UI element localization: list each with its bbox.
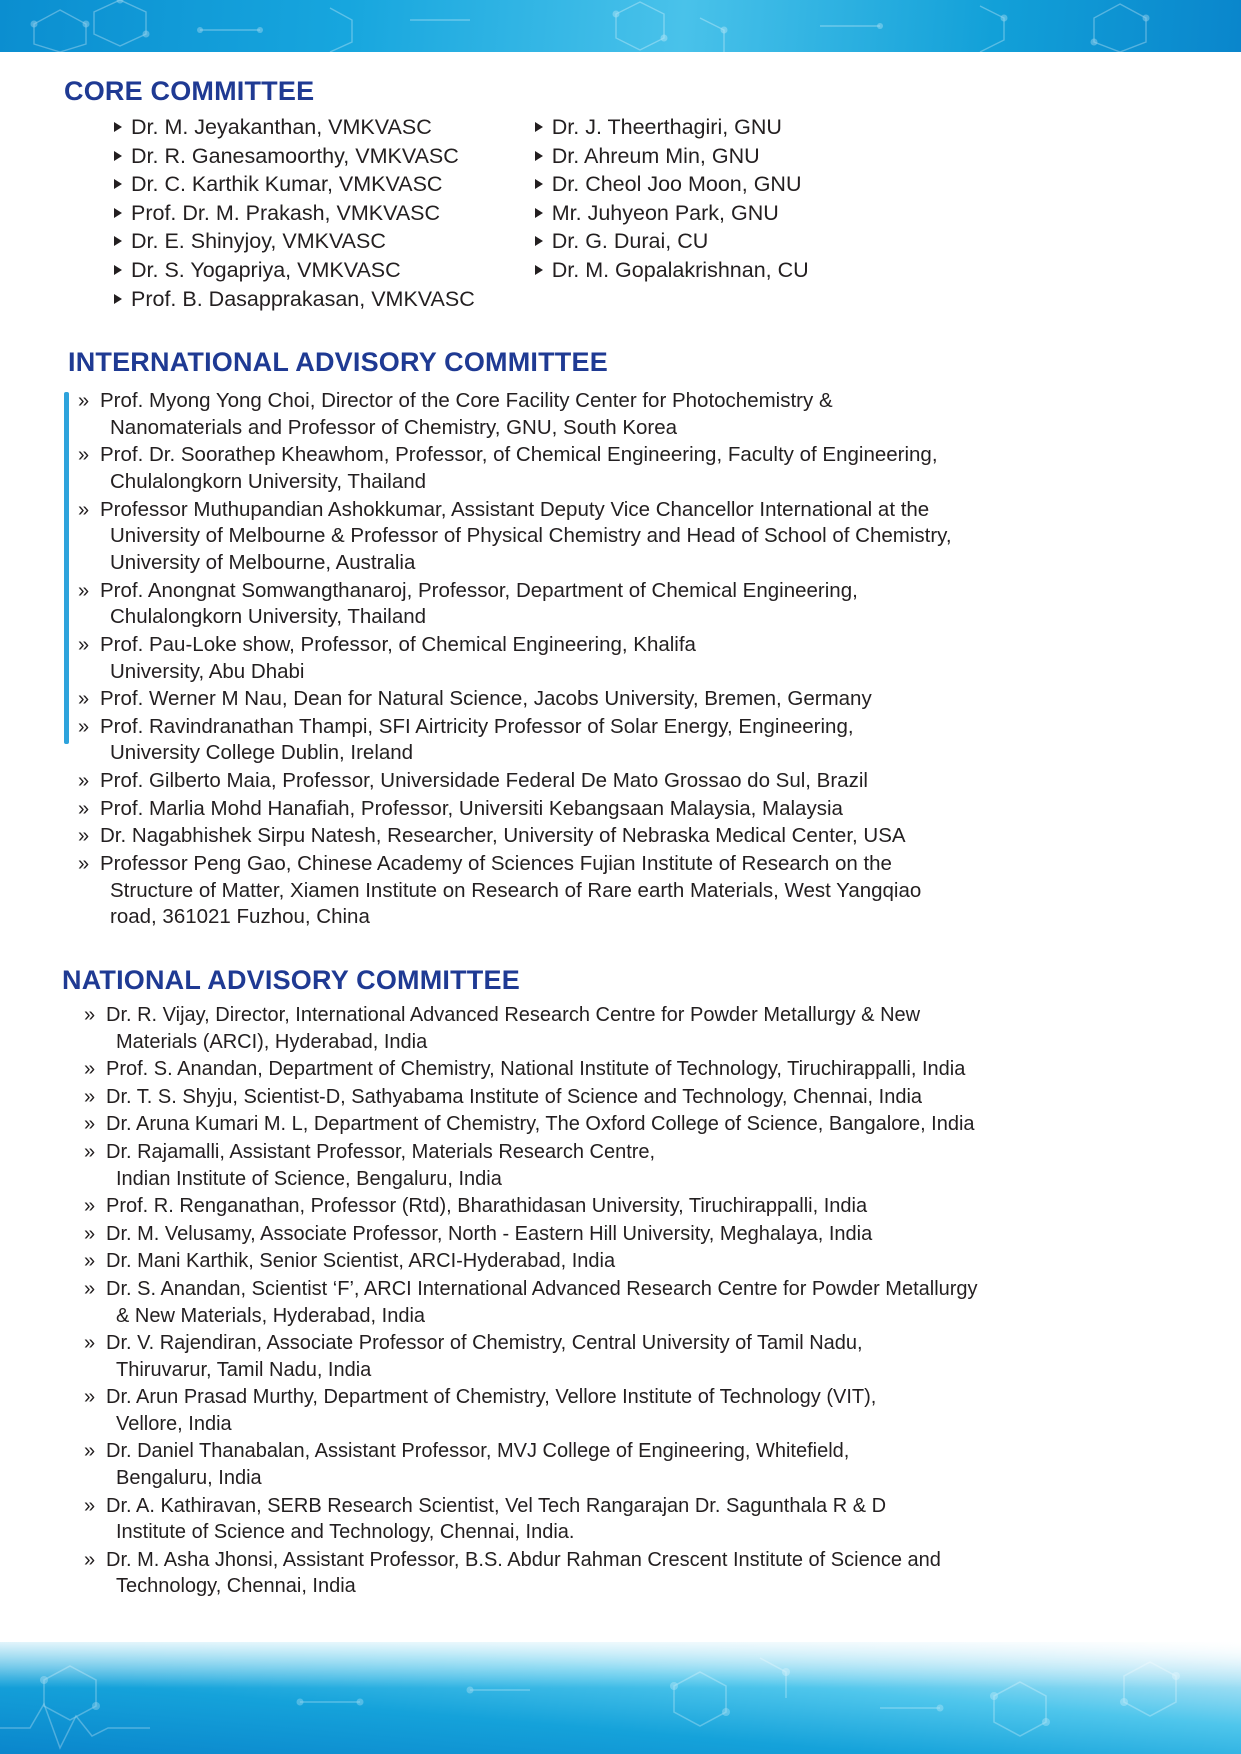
core-member-name: Dr. C. Karthik Kumar, VMKVASC bbox=[131, 172, 443, 197]
international-committee-list-wrap bbox=[62, 388, 1179, 931]
core-committee-title: CORE COMMITTEE bbox=[64, 76, 315, 106]
member-line: Vellore, India bbox=[116, 1412, 232, 1435]
list-item bbox=[535, 227, 809, 256]
top-decorative-band bbox=[0, 0, 1241, 52]
chevron-bullet-icon: » bbox=[84, 1195, 96, 1218]
member-line: University of Melbourne, Australia bbox=[110, 551, 416, 574]
member-line: Institute of Science and Technology, Chennai, India. bbox=[116, 1521, 575, 1544]
triangle-bullet-icon bbox=[535, 151, 543, 161]
list-item bbox=[84, 1221, 1179, 1248]
page-content bbox=[0, 52, 1241, 1642]
core-committee-columns bbox=[62, 113, 1179, 313]
list-item bbox=[84, 1493, 1179, 1546]
triangle-bullet-icon bbox=[535, 122, 543, 132]
member-line: Dr. R. Vijay, Director, International Advanced Research Centre for Powder Metallurgy & New bbox=[106, 1003, 921, 1026]
triangle-bullet-icon bbox=[114, 151, 122, 161]
accent-bar bbox=[64, 392, 69, 744]
chevron-bullet-icon: » bbox=[78, 498, 90, 521]
chevron-bullet-icon: » bbox=[78, 853, 90, 876]
list-item bbox=[114, 142, 475, 171]
chevron-bullet-icon: » bbox=[78, 579, 90, 602]
core-member-name: Dr. J. Theerthagiri, GNU bbox=[551, 115, 782, 139]
chevron-bullet-icon: » bbox=[78, 633, 90, 656]
member-line: Dr. Rajamalli, Assistant Professor, Materials Research Centre, bbox=[106, 1140, 656, 1163]
member-line: Dr. M. Velusamy, Associate Professor, North - Eastern Hill University, Meghalaya, India bbox=[106, 1222, 873, 1245]
list-item bbox=[78, 388, 1179, 441]
list-item bbox=[78, 768, 1179, 795]
member-line: Dr. Arun Prasad Murthy, Department of Chemistry, Vellore Institute of Technology (VIT), bbox=[106, 1386, 877, 1409]
member-line: Structure of Matter, Xiamen Institute on Research of Rare earth Materials, West Yangqiao bbox=[110, 878, 922, 902]
chevron-bullet-icon: » bbox=[84, 1222, 96, 1245]
chevron-bullet-icon: » bbox=[84, 1332, 96, 1355]
member-line: Prof. Marlia Mohd Hanafiah, Professor, Universiti Kebangsaan Malaysia, Malaysia bbox=[100, 796, 843, 820]
list-item bbox=[78, 796, 1179, 823]
list-item bbox=[84, 1276, 1179, 1329]
triangle-bullet-icon bbox=[535, 208, 543, 218]
triangle-bullet-icon bbox=[114, 208, 122, 218]
member-line: & New Materials, Hyderabad, India bbox=[116, 1304, 426, 1327]
core-member-name: Dr. S. Yogapriya, VMKVASC bbox=[131, 257, 401, 282]
triangle-bullet-icon bbox=[535, 236, 543, 246]
chevron-bullet-icon: » bbox=[84, 1250, 96, 1273]
member-line: Dr. T. S. Shyju, Scientist-D, Sathyabama Institute of Science and Technology, Chennai, India bbox=[106, 1085, 923, 1108]
member-line: University, Abu Dhabi bbox=[110, 659, 305, 683]
chevron-bullet-icon: » bbox=[84, 1440, 96, 1463]
list-item bbox=[114, 227, 475, 256]
list-item bbox=[84, 1384, 1179, 1437]
list-item bbox=[78, 851, 1179, 931]
list-item bbox=[535, 113, 809, 142]
member-line: Indian Institute of Science, Bengaluru, India bbox=[116, 1167, 502, 1190]
triangle-bullet-icon bbox=[535, 179, 543, 189]
chevron-bullet-icon: » bbox=[78, 390, 90, 413]
member-line: University College Dublin, Ireland bbox=[110, 741, 414, 765]
list-item bbox=[78, 497, 1179, 577]
member-line: Prof. Gilberto Maia, Professor, Universidade Federal De Mato Grossao do Sul, Brazil bbox=[100, 769, 868, 793]
triangle-bullet-icon bbox=[114, 179, 122, 189]
member-line: Prof. R. Renganathan, Professor (Rtd), Bharathidasan University, Tiruchirappalli, India bbox=[106, 1195, 868, 1218]
core-member-name: Dr. M. Gopalakrishnan, CU bbox=[551, 257, 809, 282]
member-line: Dr. Aruna Kumari M. L, Department of Chemistry, The Oxford College of Science, Bangalore, India bbox=[106, 1113, 975, 1136]
core-member-name: Dr. R. Ganesamoorthy, VMKVASC bbox=[131, 143, 459, 168]
triangle-bullet-icon bbox=[114, 265, 122, 275]
core-member-name: Dr. Cheol Joo Moon, GNU bbox=[551, 172, 802, 197]
list-item bbox=[114, 199, 475, 228]
member-line: Technology, Chennai, India bbox=[116, 1575, 356, 1598]
chevron-bullet-icon: » bbox=[84, 1386, 96, 1409]
member-line: Dr. Mani Karthik, Senior Scientist, ARCI-Hyderabad, India bbox=[106, 1250, 616, 1273]
list-item bbox=[535, 256, 809, 285]
member-line: Materials (ARCI), Hyderabad, India bbox=[116, 1030, 428, 1053]
triangle-bullet-icon bbox=[114, 236, 122, 246]
chevron-bullet-icon: » bbox=[78, 770, 90, 793]
list-item bbox=[114, 285, 475, 314]
list-item bbox=[535, 142, 809, 171]
list-item bbox=[84, 1248, 1179, 1275]
core-committee-column-left bbox=[114, 113, 475, 313]
core-member-name: Prof. B. Dasapprakasan, VMKVASC bbox=[131, 286, 475, 311]
member-line: Bengaluru, India bbox=[116, 1467, 262, 1490]
core-member-name: Dr. G. Durai, CU bbox=[551, 229, 709, 254]
chevron-bullet-icon: » bbox=[84, 1140, 96, 1163]
chevron-bullet-icon: » bbox=[84, 1548, 96, 1571]
member-line: Dr. M. Asha Jhonsi, Assistant Professor, B.S. Abdur Rahman Crescent Institute of Science and bbox=[106, 1548, 941, 1571]
chevron-bullet-icon: » bbox=[84, 1494, 96, 1517]
chevron-bullet-icon: » bbox=[84, 1113, 96, 1136]
chevron-bullet-icon: » bbox=[78, 797, 90, 820]
chevron-bullet-icon: » bbox=[84, 1058, 96, 1081]
chevron-bullet-icon: » bbox=[84, 1085, 96, 1108]
chevron-bullet-icon: » bbox=[78, 825, 90, 848]
national-committee-list bbox=[84, 1002, 1179, 1600]
member-line: Dr. S. Anandan, Scientist ‘F’, ARCI International Advanced Research Centre for Powder Metallurgy bbox=[106, 1277, 978, 1300]
member-line: Prof. Anongnat Somwangthanaroj, Professor, Department of Chemical Engineering, bbox=[100, 578, 858, 602]
member-line: Prof. Ravindranathan Thampi, SFI Airtricity Professor of Solar Energy, Engineering, bbox=[100, 714, 854, 738]
list-item bbox=[114, 170, 475, 199]
member-line: Chulalongkorn University, Thailand bbox=[110, 470, 427, 494]
member-line: Prof. Werner M Nau, Dean for Natural Science, Jacobs University, Bremen, Germany bbox=[100, 687, 872, 711]
member-line: Prof. S. Anandan, Department of Chemistry, National Institute of Technology, Tiruchirappalli, India bbox=[106, 1058, 966, 1081]
list-item bbox=[535, 199, 809, 228]
list-item bbox=[84, 1438, 1179, 1491]
member-line: Dr. A. Kathiravan, SERB Research Scientist, Vel Tech Rangarajan Dr. Sagunthala R & D bbox=[106, 1494, 887, 1517]
core-committee-column-right bbox=[535, 113, 809, 313]
member-line: Chulalongkorn University, Thailand bbox=[110, 605, 427, 629]
member-line: Nanomaterials and Professor of Chemistry, GNU, South Korea bbox=[110, 415, 678, 439]
chevron-bullet-icon: » bbox=[84, 1277, 96, 1300]
national-committee-title: NATIONAL ADVISORY COMMITTEE bbox=[62, 964, 520, 995]
list-item bbox=[84, 1547, 1179, 1600]
member-line: Dr. Daniel Thanabalan, Assistant Professor, MVJ College of Engineering, Whitefield, bbox=[106, 1440, 850, 1463]
member-line: Dr. Nagabhishek Sirpu Natesh, Researcher, University of Nebraska Medical Center, USA bbox=[100, 824, 906, 848]
list-item bbox=[84, 1139, 1179, 1192]
triangle-bullet-icon bbox=[114, 122, 122, 132]
list-item bbox=[84, 1084, 1179, 1111]
chevron-bullet-icon: » bbox=[78, 444, 90, 467]
list-item bbox=[84, 1330, 1179, 1383]
list-item bbox=[78, 714, 1179, 767]
list-item bbox=[535, 170, 809, 199]
member-line: Professor Muthupandian Ashokkumar, Assistant Deputy Vice Chancellor International at the bbox=[100, 497, 930, 521]
member-line: road, 361021 Fuzhou, China bbox=[110, 905, 370, 929]
triangle-bullet-icon bbox=[535, 265, 543, 275]
list-item bbox=[114, 256, 475, 285]
molecule-pattern-icon bbox=[0, 0, 1241, 52]
list-item bbox=[84, 1056, 1179, 1083]
international-committee-list bbox=[78, 388, 1179, 931]
member-line: Prof. Dr. Soorathep Kheawhom, Professor, of Chemical Engineering, Faculty of Engineering, bbox=[100, 443, 938, 467]
list-item bbox=[78, 578, 1179, 631]
member-line: Professor Peng Gao, Chinese Academy of Sciences Fujian Institute of Research on the bbox=[100, 852, 892, 876]
core-member-name: Dr. Ahreum Min, GNU bbox=[551, 143, 760, 168]
member-line: University of Melbourne & Professor of Physical Chemistry and Head of School of Chemistry, bbox=[110, 524, 952, 548]
member-line: Dr. V. Rajendiran, Associate Professor of Chemistry, Central University of Tamil Nadu, bbox=[106, 1332, 863, 1355]
member-line: Prof. Pau-Loke show, Professor, of Chemical Engineering, Khalifa bbox=[100, 632, 696, 656]
bottom-decorative-band bbox=[0, 1642, 1241, 1754]
national-committee-list-wrap bbox=[62, 1002, 1179, 1600]
list-item bbox=[78, 632, 1179, 685]
core-member-name: Dr. M. Jeyakanthan, VMKVASC bbox=[131, 115, 432, 139]
list-item bbox=[78, 823, 1179, 850]
list-item bbox=[84, 1193, 1179, 1220]
triangle-bullet-icon bbox=[114, 294, 122, 304]
chevron-bullet-icon: » bbox=[78, 688, 90, 711]
list-item bbox=[114, 113, 475, 142]
list-item bbox=[78, 686, 1179, 713]
core-member-name: Dr. E. Shinyjoy, VMKVASC bbox=[131, 229, 386, 254]
chevron-bullet-icon: » bbox=[78, 715, 90, 738]
core-member-name: Prof. Dr. M. Prakash, VMKVASC bbox=[131, 200, 441, 225]
international-committee-title: INTERNATIONAL ADVISORY COMMITTEE bbox=[68, 347, 608, 378]
member-line: Prof. Myong Yong Choi, Director of the Core Facility Center for Photochemistry & bbox=[100, 389, 833, 413]
list-item bbox=[84, 1111, 1179, 1138]
list-item bbox=[78, 442, 1179, 495]
chevron-bullet-icon: » bbox=[84, 1003, 96, 1026]
core-member-name: Mr. Juhyeon Park, GNU bbox=[551, 200, 779, 225]
member-line: Thiruvarur, Tamil Nadu, India bbox=[116, 1358, 372, 1381]
list-item bbox=[84, 1002, 1179, 1055]
molecule-wave-pattern-icon bbox=[0, 1642, 1241, 1754]
